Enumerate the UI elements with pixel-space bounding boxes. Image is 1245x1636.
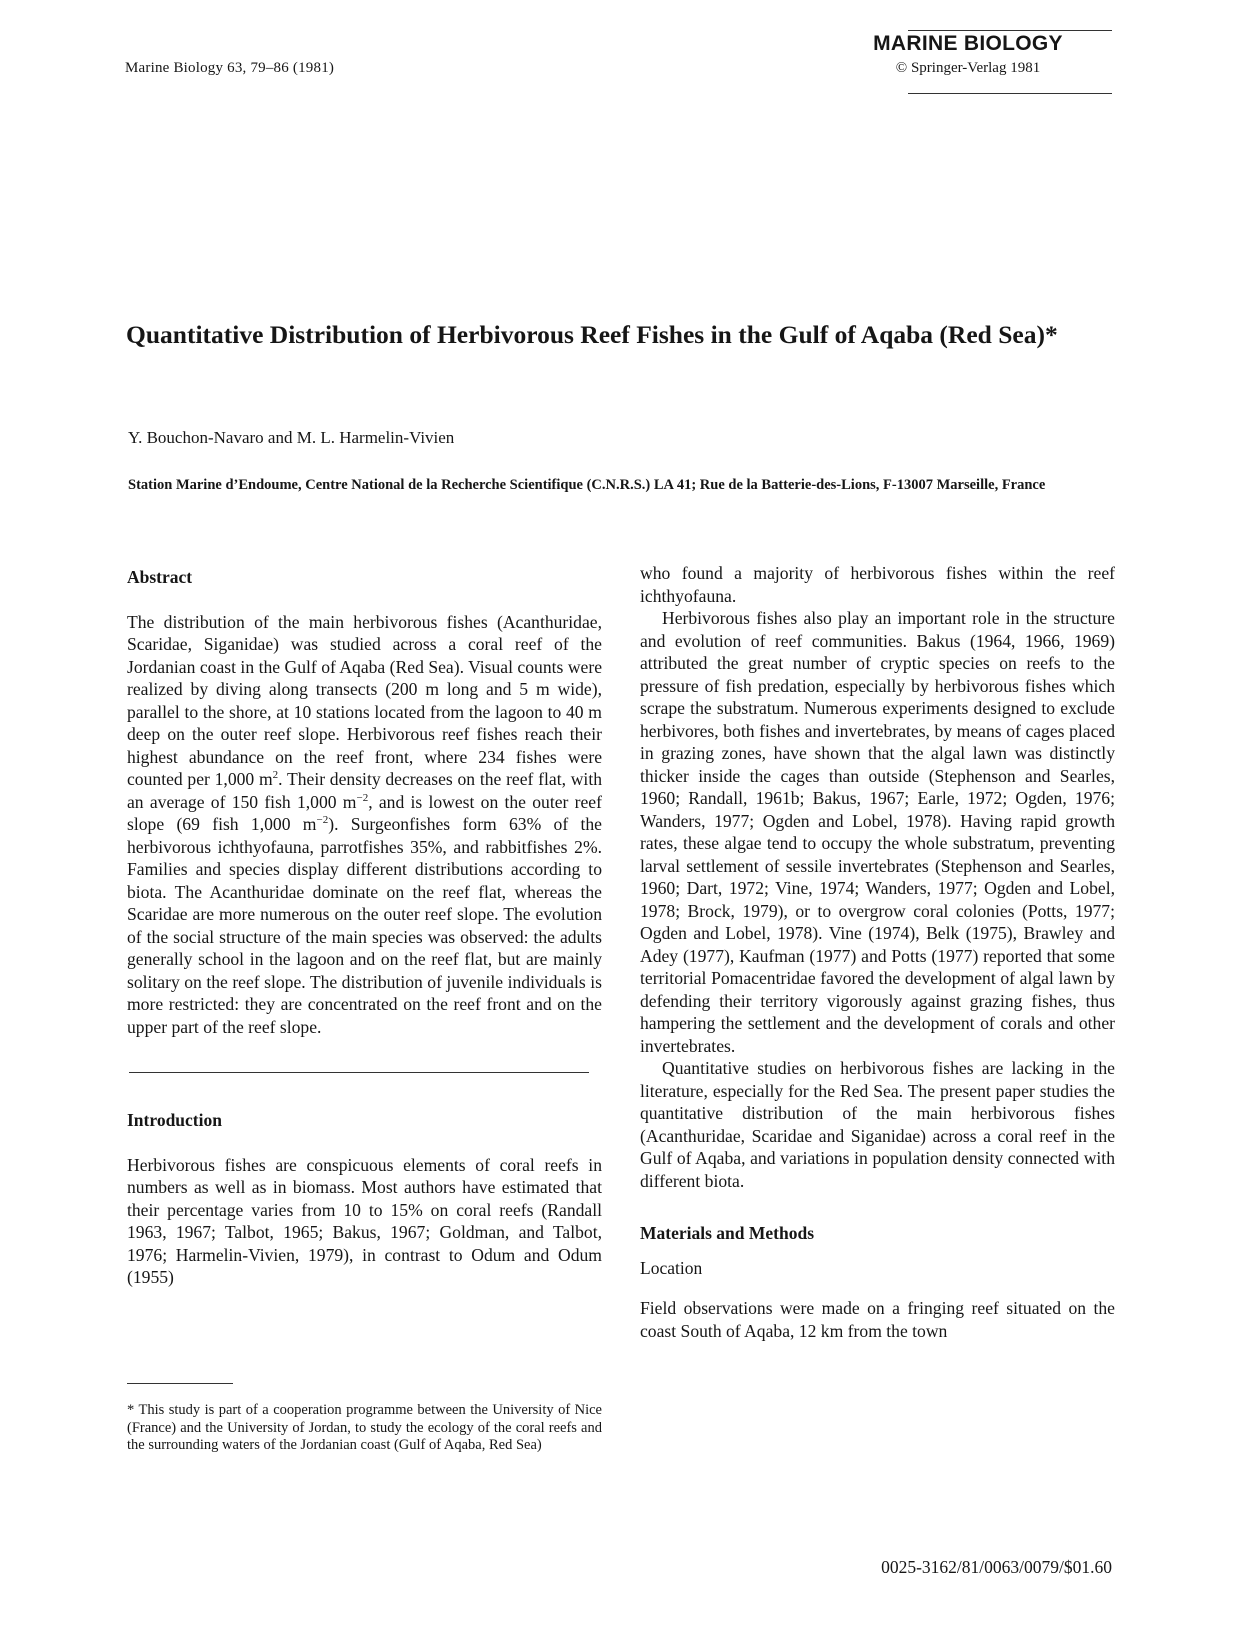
- abstract-heading: Abstract: [127, 567, 193, 587]
- journal-citation: Marine Biology 63, 79–86 (1981): [125, 60, 335, 76]
- location-subheading: Location: [640, 1257, 703, 1278]
- methods-heading: Materials and Methods: [640, 1223, 815, 1243]
- introduction-paragraph-3: Quantitative studies on herbivorous fishes are lacking in the literature, especially for the Red Sea. The present paper studies the quantitative distribution of the main herbivorous fishes (Acanthuridae, Scaridae and Siganidae) across a coral reef in the Gulf of Aqaba, and variations in population density connected with different biota.: [640, 1058, 1115, 1191]
- introduction-paragraph-2: Herbivorous fishes also play an important role in the structure and evolution of reef communities. Bakus (1964, 1966, 1969) attributed the great number of cryptic species on reefs to the pressure of fish predation, especially by herbivorous fishes which scrape the substratum. Numerous experiments designed to exclude herbivores, both fishes and invertebrates, by means of cages placed in grazing zones, have shown that the algal lawn was distinctly thicker inside the cages than outside (Stephenson and Searles, 1960; Randall, 1961b; Bakus, 1967; Earle, 1972; Ogden, 1976; Wanders, 1977; Ogden and Lobel, 1978). Having rapid growth rates, these algae tend to occupy the whole substratum, preventing larval settlement of sessile invertebrates (Stephenson and Searles, 1960; Dart, 1972; Vine, 1974; Wanders, 1977; Ogden and Lobel, 1978; Brock, 1979), or to overgrow coral colonies (Potts, 1977; Ogden and Lobel, 1978). Vine (1974), Belk (1975), Brawley and Adey (1977), Kaufman (1977) and Potts (1977) reported that some territorial Pomacentridae favored the development of algal lawn by defending their territory vigorously against grazing fishes, thus hampering the settlement and the development of corals and other invertebrates.: [640, 608, 1115, 1056]
- footnote: * This study is part of a cooperation programme between the University of Nice (France) and the University of Jordan, to study the ecology of the coral reefs and the surrounding waters of the Jordanian coast (Gulf of Aqaba, Red Sea): [127, 1402, 602, 1453]
- introduction-heading: Introduction: [127, 1110, 222, 1130]
- right-column: [640, 562, 1115, 1342]
- copyright-notice: © Springer-Verlag 1981: [895, 60, 1041, 76]
- methods-paragraph-1: Field observations were made on a fringing reef situated on the coast South of Aqaba, 12 km from the town: [640, 1298, 1115, 1341]
- introduction-paragraph-1-continued: who found a majority of herbivorous fishes within the reef ichthyofauna.: [640, 563, 1115, 606]
- journal-brand-name: MARINE BIOLOGY: [873, 32, 1063, 55]
- header-rule-top: [908, 30, 1112, 31]
- left-column: [127, 566, 602, 1289]
- article-code: 0025-3162/81/0063/0079/$01.60: [881, 1557, 1112, 1577]
- journal-brand-block: [863, 32, 1073, 77]
- author-affiliation: Station Marine d’Endoume, Centre National de la Recherche Scientifique (C.N.R.S.) LA 41; Rue de la Batterie-des-Lions, F-13007 Marseille, France: [128, 477, 1046, 493]
- article-authors: Y. Bouchon-Navaro and M. L. Harmelin-Vivien: [128, 428, 455, 447]
- abstract-text: The distribution of the main herbivorous fishes (Acanthuridae, Scaridae, Siganidae) was studied across a coral reef of the Jordanian coast in the Gulf of Aqaba (Red Sea). Visual counts were realized by diving along transects (200 m long and 5 m wide), parallel to the shore, at 10 stations located from the lagoon to 40 m deep on the outer reef slope. Herbivorous reef fishes reach their highest abundance on the reef front, where 234 fishes were counted per 1,000 $m^2$. Their density decreases on the reef flat, with an average of 150 fish 1,000 $m^{-2}$, and is lowest on the outer reef slope (69 fish 1,000 $m^{-2}$). Surgeonfishes form 63% of the herbivorous ichthyofauna, parrotfishes 35%, and rabbitfishes 2%. Families and species display different distributions according to biota. The Acanthuridae dominate on the reef flat, whereas the Scaridae are more numerous on the outer reef slope. The evolution of the social structure of the main species was observed: the adults generally school in the lagoon and on the reef flat, but are mainly solitary on the reef slope. The distribution of juvenile individuals is more restricted: they are concentrated on the reef front and on the upper part of the reef slope.: [127, 611, 603, 1037]
- article-title: Quantitative Distribution of Herbivorous Reef Fishes in the Gulf of Aqaba (Red Sea)*: [126, 320, 1058, 349]
- footnote-rule: [127, 1383, 233, 1384]
- introduction-paragraph-1: Herbivorous fishes are conspicuous elements of coral reefs in numbers as well as in biomass. Most authors have estimated that their percentage varies from 10 to 15% on coral reefs (Randall 1963, 1967; Talbot, 1965; Bakus, 1967; Goldman, and Talbot, 1976; Harmelin-Vivien, 1979), in contrast to Odum and Odum (1955): [127, 1154, 602, 1287]
- header-rule-bottom: [908, 93, 1112, 94]
